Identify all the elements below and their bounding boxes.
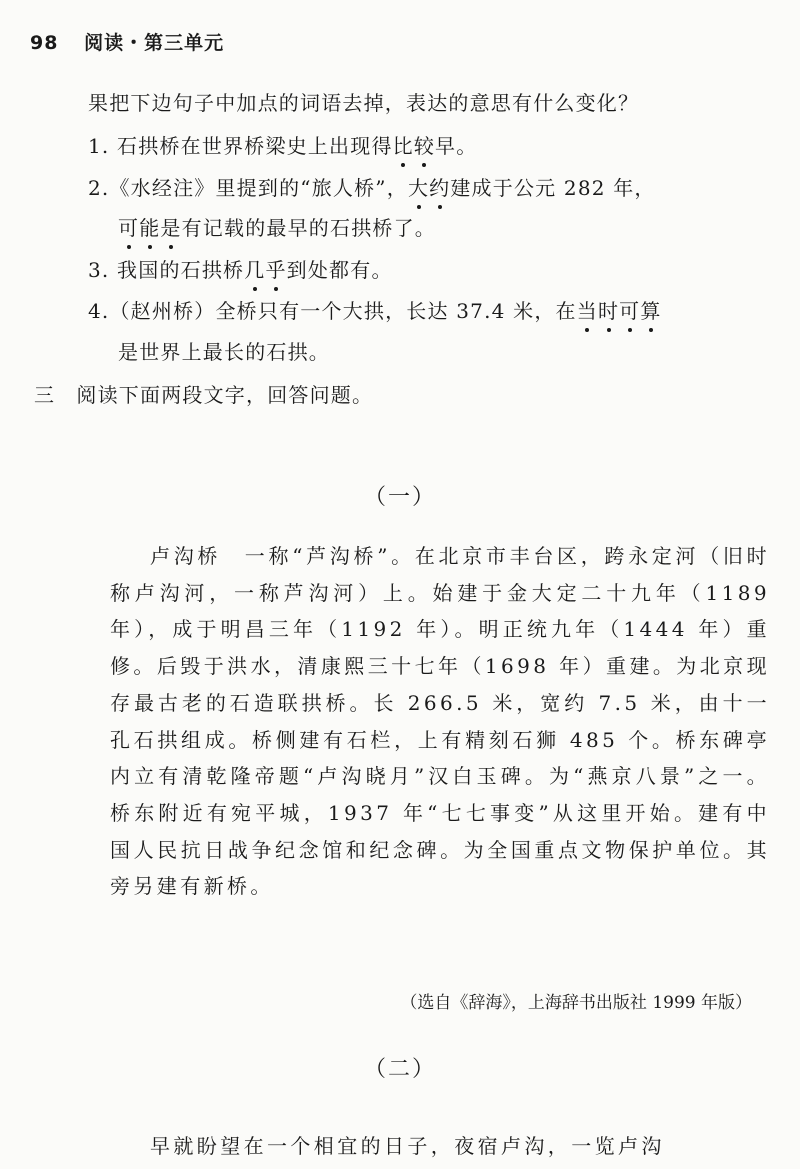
question-2-text: 2.《水经注》里提到的“旅人桥”， [88,176,408,200]
emphasis-dot-char: 几 [244,258,266,282]
emphasis-dot-char: 时 [597,299,620,323]
passage-one-body: 卢沟桥 一称“芦沟桥”。在北京市丰台区，跨永定河（旧时称卢沟河，一称芦沟河）上。始建于金大定二十九年（1189 年），成于明昌三年（1192 年）。明正统九年（1444 年）重修。后毁于洪水，清康熙三十七年（1698 年）重建。为北京现存最古老的石造联拱桥。长 266.5 米，宽约 7.5 米，由十一孔石拱组成。桥侧建有石栏，上有精刻石狮 485 个。桥东碑亭内立有清乾隆帝题“卢沟晓月”汉白玉碑。为“燕京八景”之一。桥东附近有宛平城，1937 年“七七事变”从这里开始。建有中国人民抗日战争纪念馆和纪念碑。为全国重点文物保护单位。其旁另建有新桥。 [110,544,770,899]
emphasis-dot-char: 可 [118,216,140,240]
emphasis-dot-char: 大 [407,176,430,200]
question-intro: 果把下边句子中加点的词语去掉，表达的意思有什么变化？ [88,91,640,115]
question-4-continued: 是世界上最长的石拱。 [118,340,330,364]
emphasis-dot-char: 比 [392,134,414,158]
passage-one-text [110,538,770,905]
passage-one-source: （选自《辞海》，上海辞书出版社 1999 年版） [400,993,752,1013]
question-2-text-end: 建成于公元 282 年， [450,176,656,200]
dotted-phrase [118,216,182,240]
passage-two-title: （二） [363,1057,436,1082]
question-2 [88,175,656,201]
question-1-text-end: 早。 [435,134,478,158]
question-4-text: 4.（赵州桥）全桥只有一个大拱，长达 37.4 米，在 [88,299,577,323]
emphasis-dot-char: 乎 [265,258,287,282]
question-4 [88,298,662,324]
dotted-phrase [577,299,662,323]
section-three-instruction: 三 阅读下面两段文字，回答问题。 [34,383,374,407]
page-number: 98 [30,32,59,54]
question-3-text: 3. 我国的石拱桥 [88,258,245,282]
emphasis-dot-char: 能 [139,216,161,240]
question-1 [88,133,477,159]
passage-two-first-line: 早就盼望在一个相宜的日子，夜宿卢沟，一览卢沟 [150,1134,665,1158]
question-2-continued [118,215,436,241]
page-header [30,28,224,55]
question-3 [88,257,393,283]
emphasis-dot-char: 是 [160,216,182,240]
passage-one-title: （一） [363,485,436,510]
emphasis-dot-char: 较 [413,134,436,158]
section-title: 阅读・第三单元 [84,32,225,54]
dotted-phrase [408,176,450,200]
emphasis-dot-char: 可 [619,299,641,323]
question-2-text-continued: 有记载的最早的石拱桥了。 [181,216,437,240]
dotted-phrase [393,134,435,158]
dotted-phrase [244,258,286,282]
emphasis-dot-char: 算 [640,299,662,323]
question-1-text: 1. 石拱桥在世界桥梁史上出现得 [88,134,393,158]
emphasis-dot-char: 约 [429,176,451,200]
emphasis-dot-char: 当 [576,299,598,323]
question-3-text-end: 到处都有。 [286,258,393,282]
